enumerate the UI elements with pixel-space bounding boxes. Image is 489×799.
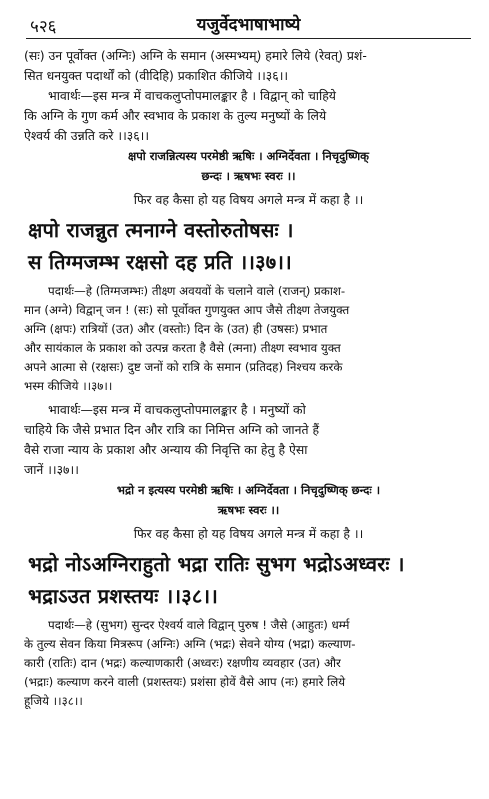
- text-line: के तुल्य सेवन किया मित्ररूप (अग्निः) अग्नि (भद्रः) सेवने योग्य (भद्रा) कल्याण-: [24, 637, 356, 651]
- rishi-line: क्षपो राजन्नित्यस्य परमेष्ठी ऋषिः । अग्निर्देवता । निचृदुष्णिक्: [127, 149, 370, 163]
- text-line: और सायंकाल के प्रकाश को उत्पन्न करता है वैसे (त्मना) तीक्ष्ण स्वभाव युक्त: [24, 341, 341, 355]
- page-header: [24, 0, 473, 46]
- text-line: कारी (रातिः) दान (भद्रः) कल्याणकारी (अध्वरः) रक्षणीय व्यवहार (उत) और: [24, 656, 341, 670]
- text-line: जानें ।।३७।।: [24, 462, 79, 477]
- text-line: मान (अग्ने) विद्वान् जन ! (सः) सो पूर्वोक्त गुणयुक्त आप जैसे तीक्ष्ण तेजयुक्त: [24, 303, 350, 317]
- page-title: यजुर्वेदभाषाभाष्ये: [196, 15, 301, 35]
- text-line: अग्नि (क्षपः) रात्रियों (उत) और (वस्तोः) दिन के (उत) ही (उषसः) प्रभात: [24, 322, 328, 336]
- mantra-line: स तिग्मजम्भ रक्षसो दह प्रति ।।३७।।: [28, 250, 292, 274]
- mantra-line: भद्राऽउत प्रशस्तयः ।।३८।।: [28, 584, 219, 608]
- text-line: भस्म कीजिये ।।३७।।: [24, 379, 113, 393]
- text-line: भावार्थः—इस मन्त्र में वाचकलुप्तोपमालङ्कार है । मनुष्यों को: [48, 402, 306, 417]
- body-text: [24, 46, 473, 711]
- text-line: (भद्राः) कल्याण करने वाली (प्रशस्तयः) प्रशंसा होवें वैसे आप (नः) हमारे लिये: [24, 675, 346, 689]
- rishi-line: छन्दः । ऋषभः स्वरः ।।: [201, 169, 296, 183]
- page-number: ५२६: [30, 17, 57, 37]
- text-line: चाहिये कि जैसे प्रभात दिन और रात्रि का निमित्त अग्नि को जानते हैं: [24, 422, 320, 437]
- intro-line: फिर वह कैसा हो यह विषय अगले मन्त्र में कहा है ।।: [133, 526, 364, 541]
- rishi-line: भद्रो न इत्यस्य परमेष्ठी ऋषिः । अग्निर्देवता । निचृदुष्णिक् छन्दः ।: [116, 483, 381, 497]
- intro-line: फिर वह कैसा हो यह विषय अगले मन्त्र में कहा है ।।: [133, 192, 364, 207]
- text-line: (सः) उन पूर्वोक्त (अग्निः) अग्नि के समान (अस्मभ्यम्) हमारे लिये (रेवत्) प्रशं-: [24, 48, 367, 63]
- text-line: पदार्थः—हे (सुभग) सुन्दर ऐश्वर्य वाले विद्वान् पुरुष ! जैसे (आहुतः) धर्म्म: [48, 618, 350, 632]
- header-rule: [26, 38, 471, 39]
- text-line: पदार्थः—हे (तिग्मजम्भः) तीक्ष्ण अवयवों के चलाने वाले (राजन्) प्रकाश-: [48, 284, 346, 298]
- text-line: सित धनयुक्त पदार्थों को (वीदिहि) प्रकाशित कीजिये ।।३६।।: [24, 68, 289, 83]
- text-line: वैसे राजा न्याय के प्रकाश और अन्याय की निवृत्ति का हेतु है ऐसा: [24, 442, 308, 457]
- rishi-line: ऋषभः स्वरः ।।: [217, 503, 280, 517]
- text-line: ऐश्वर्य की उन्नति करे ।।३६।।: [24, 128, 150, 143]
- text-line: अपने आत्मा से (रक्षसः) दुष्ट जनों को रात्रि के समान (प्रतिदह) निश्चय करके: [24, 360, 343, 374]
- mantra-line: भद्रो नोऽअग्निराहुतो भद्रा रातिः सुभग भद्रोऽअध्वरः ।: [28, 552, 405, 576]
- text-line: भावार्थः—इस मन्त्र में वाचकलुप्तोपमालङ्कार है । विद्वान् को चाहिये: [48, 88, 336, 103]
- text-line: कि अग्नि के गुण कर्म और स्वभाव के प्रकाश के तुल्य मनुष्यों के लिये: [24, 108, 327, 123]
- text-line: हूजिये ।।३८।।: [24, 694, 83, 708]
- mantra-line: क्षपो राजन्नुत त्मनाग्ने वस्तोरुतोषसः ।: [28, 218, 294, 242]
